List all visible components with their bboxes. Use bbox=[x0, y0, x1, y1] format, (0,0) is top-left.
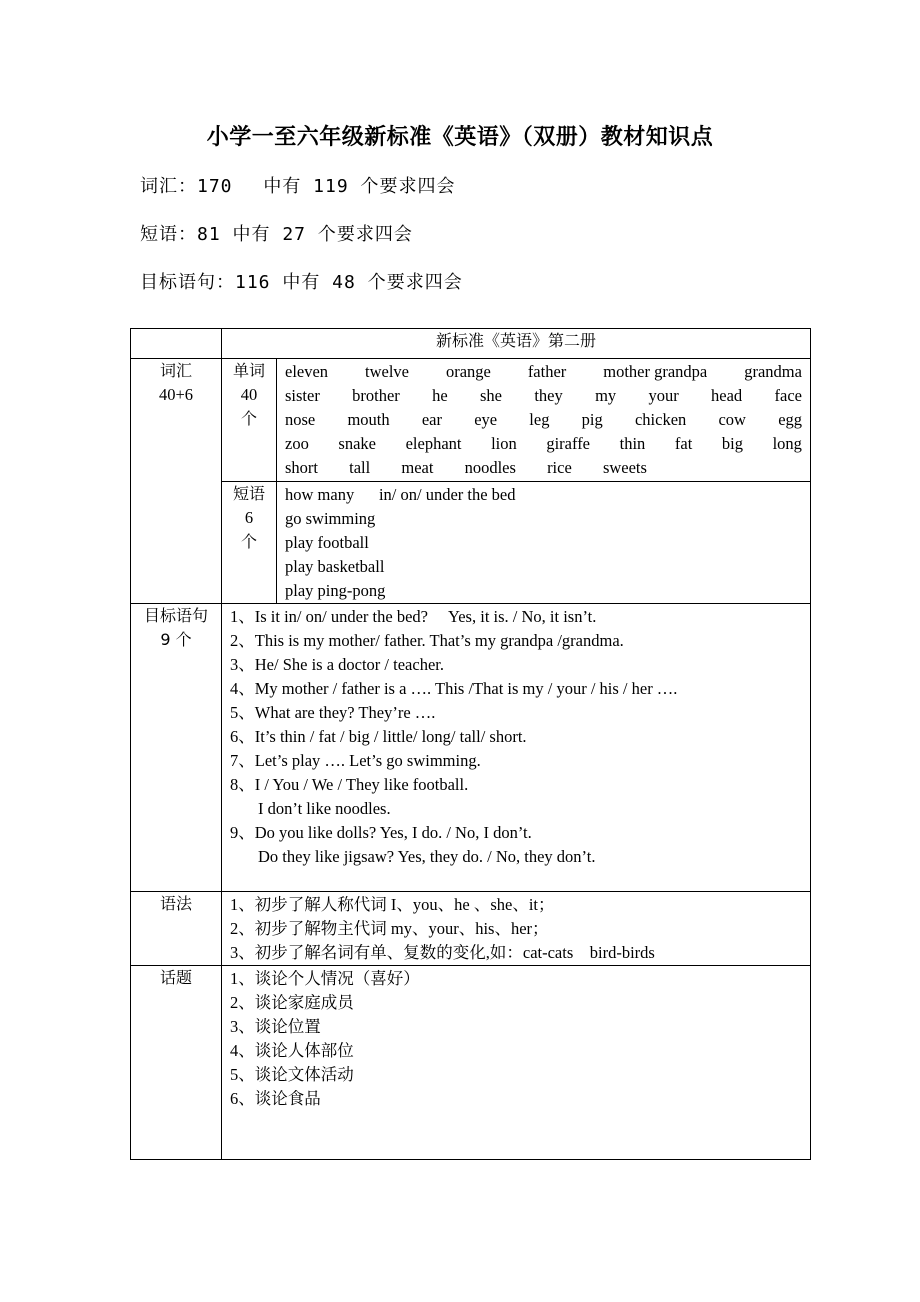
word: sister bbox=[285, 386, 320, 405]
word-line bbox=[285, 408, 802, 432]
word: snake bbox=[338, 434, 376, 453]
topics-cell bbox=[222, 966, 811, 1160]
word: orange bbox=[445, 362, 491, 381]
word: pig bbox=[581, 410, 603, 429]
word: mother grandpa bbox=[603, 362, 708, 381]
topic-line: 3、谈论位置 bbox=[230, 1017, 321, 1036]
sentence-line: I don’t like noodles. bbox=[258, 799, 391, 818]
topic-line: 1、谈论个人情况（喜好） bbox=[230, 969, 420, 988]
word: big bbox=[721, 434, 743, 453]
table-row-phrases bbox=[131, 482, 811, 604]
phrases-stat: 短语：81 中有 27 个要求四会 bbox=[140, 224, 413, 245]
phrases-count: 6 bbox=[244, 508, 254, 527]
word: brother bbox=[352, 386, 400, 405]
word: egg bbox=[778, 410, 803, 429]
grammar-line: 2、初步了解物主代词 my、your、his、her； bbox=[230, 919, 549, 938]
sentences-stat: 目标语句：116 中有 48 个要求四会 bbox=[140, 272, 463, 293]
word-line bbox=[285, 432, 802, 456]
word: your bbox=[648, 386, 679, 405]
word: elephant bbox=[405, 434, 462, 453]
phrases-cell bbox=[277, 482, 811, 604]
words-label: 单词 bbox=[232, 361, 265, 380]
word: nose bbox=[285, 410, 316, 429]
sentences-count: 9 个 bbox=[160, 630, 192, 649]
word: rice bbox=[547, 458, 572, 477]
phrase-line: play basketball bbox=[285, 557, 385, 576]
word: eleven bbox=[285, 362, 329, 381]
word: lion bbox=[491, 434, 517, 453]
vocabulary-stat: 词汇：170 中有 119 个要求四会 bbox=[140, 176, 456, 197]
table-row-topics bbox=[131, 966, 811, 1160]
phrases-unit: 个 bbox=[240, 532, 257, 551]
sentence-line: 4、My mother / father is a …. This /That is my / your / his / her …. bbox=[230, 679, 678, 698]
topics-label: 话题 bbox=[131, 966, 222, 1160]
vocab-label-cell bbox=[131, 359, 222, 604]
sentence-line: 2、This is my mother/ father. That’s my grandpa /grandma. bbox=[230, 631, 624, 650]
word: father bbox=[527, 362, 567, 381]
word: zoo bbox=[285, 434, 309, 453]
word: grandma bbox=[744, 362, 802, 381]
words-count: 40 bbox=[240, 385, 258, 404]
word: sweets bbox=[602, 458, 647, 477]
word-line bbox=[285, 456, 647, 480]
word: head bbox=[711, 386, 743, 405]
topic-line: 4、谈论人体部位 bbox=[230, 1041, 354, 1060]
word: they bbox=[534, 386, 563, 405]
word: eye bbox=[474, 410, 498, 429]
word: thin bbox=[619, 434, 646, 453]
phrase-line: play football bbox=[285, 533, 369, 552]
sentence-line: 5、What are they? They’re …. bbox=[230, 703, 436, 722]
table-row-sentences bbox=[131, 604, 811, 892]
vocab-label: 词汇 bbox=[159, 361, 192, 380]
word: face bbox=[774, 386, 802, 405]
word: short bbox=[285, 458, 318, 477]
sentence-line: 9、Do you like dolls? Yes, I do. / No, I don’t. bbox=[230, 823, 532, 842]
word: tall bbox=[349, 458, 371, 477]
sentence-line: 3、He/ She is a doctor / teacher. bbox=[230, 655, 444, 674]
book-title-cell: 新标准《英语》第二册 bbox=[222, 329, 811, 359]
sentence-line: 1、Is it in/ on/ under the bed? Yes, it is. / No, it isn’t. bbox=[230, 607, 597, 626]
word: leg bbox=[529, 410, 550, 429]
sentences-label: 目标语句 bbox=[143, 606, 208, 625]
phrase-line: go swimming bbox=[285, 509, 376, 528]
vocab-count: 40+6 bbox=[158, 385, 194, 404]
header-empty-cell bbox=[131, 329, 222, 359]
sentence-line: 7、Let’s play …. Let’s go swimming. bbox=[230, 751, 481, 770]
word: twelve bbox=[365, 362, 409, 381]
sentence-line: 6、It’s thin / fat / big / little/ long/ tall/ short. bbox=[230, 727, 527, 746]
word: cow bbox=[718, 410, 746, 429]
table-row-words bbox=[131, 359, 811, 482]
knowledge-table bbox=[130, 328, 811, 1160]
phrase-line: how many in/ on/ under the bed bbox=[285, 485, 516, 504]
word: giraffe bbox=[546, 434, 591, 453]
word: my bbox=[595, 386, 617, 405]
sentences-label-cell bbox=[131, 604, 222, 892]
grammar-line: 1、初步了解人称代词 I、you、he 、she、it； bbox=[230, 895, 555, 914]
table-row-grammar bbox=[131, 892, 811, 966]
word: he bbox=[432, 386, 448, 405]
words-unit: 个 bbox=[240, 409, 257, 428]
grammar-label: 语法 bbox=[131, 892, 222, 966]
sentence-line: Do they like jigsaw? Yes, they do. / No, they don’t. bbox=[258, 847, 596, 866]
topic-line: 2、谈论家庭成员 bbox=[230, 993, 354, 1012]
word: mouth bbox=[347, 410, 390, 429]
grammar-line: 3、初步了解名词有单、复数的变化,如：cat-cats bird-birds bbox=[230, 943, 655, 962]
word: fat bbox=[674, 434, 693, 453]
words-label-cell bbox=[222, 359, 277, 482]
word-line bbox=[285, 360, 802, 384]
word-line bbox=[285, 384, 802, 408]
word: meat bbox=[401, 458, 434, 477]
words-cell bbox=[277, 359, 811, 482]
word: long bbox=[772, 434, 802, 453]
sentences-cell bbox=[222, 604, 811, 892]
grammar-cell bbox=[222, 892, 811, 966]
topic-line: 5、谈论文体活动 bbox=[230, 1065, 354, 1084]
page-title: 小学一至六年级新标准《英语》（双册）教材知识点 bbox=[206, 125, 714, 150]
word: ear bbox=[421, 410, 442, 429]
phrases-label-cell bbox=[222, 482, 277, 604]
word: chicken bbox=[634, 410, 687, 429]
sentence-line: 8、I / You / We / They like football. bbox=[230, 775, 469, 794]
word: she bbox=[480, 386, 503, 405]
table-header-row bbox=[131, 329, 811, 359]
topic-line: 6、谈论食品 bbox=[230, 1089, 321, 1108]
phrase-line: play ping-pong bbox=[285, 581, 386, 600]
phrases-label: 短语 bbox=[232, 484, 265, 503]
word: noodles bbox=[464, 458, 516, 477]
